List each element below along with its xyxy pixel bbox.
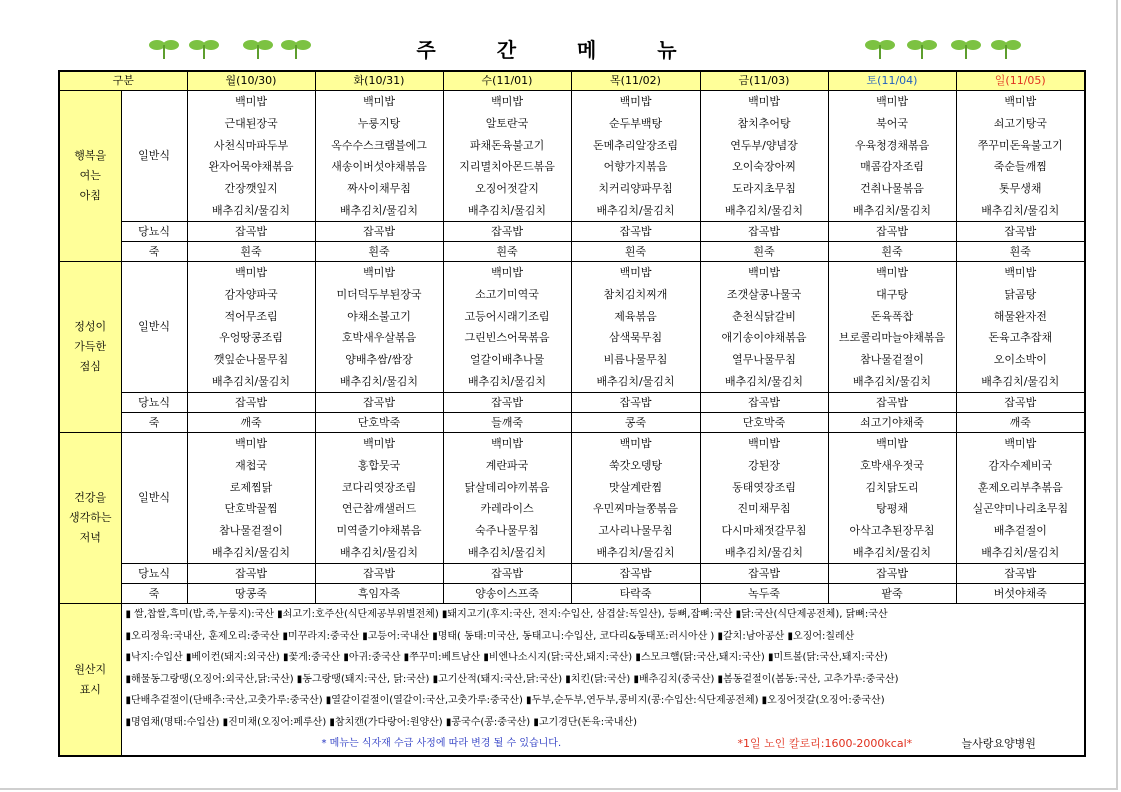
dish-item: 배추김치/물김치: [852, 374, 932, 388]
day-menu-cell: [443, 433, 571, 564]
day-menu-cell: [187, 433, 315, 564]
porridge-dish: 단호박죽: [315, 413, 443, 433]
dish-item: 백미밥: [491, 437, 523, 451]
meal-diabetic-row: [59, 564, 1085, 584]
dish-item: 로제찜닭: [229, 480, 273, 494]
dish-item: 알토란국: [485, 116, 529, 130]
meal-porridge-row: [59, 242, 1085, 262]
porridge-dish: 흑임자죽: [315, 584, 443, 604]
footer-line: [126, 733, 1081, 755]
dish-item: 애기송이야채볶음: [721, 331, 807, 345]
weekly-menu-table: [58, 70, 1086, 757]
dish-item: 북어국: [876, 116, 908, 130]
porridge-dish: 흰죽: [956, 242, 1085, 262]
diabetic-dish: 잡곡밥: [956, 222, 1085, 242]
day-menu-cell: [187, 262, 315, 393]
diabetic-dish: 잡곡밥: [443, 222, 571, 242]
dish-item: 참치추어탕: [737, 116, 791, 130]
dish-item: 진미채무침: [737, 502, 791, 516]
dish-item: 고등어시래기조림: [464, 309, 550, 323]
diabetic-dish: 잡곡밥: [315, 393, 443, 413]
origin-line: ▮낙지:수입산 ▮베이컨(돼지:외국산) ▮꽃게:중국산 ▮아귀:중국산 ▮쭈꾸미:베트남산 ▮비엔나소시지(닭:국산,돼지:국산) ▮스모크햄(닭:국산,돼지:국산) ▮미트볼(닭:국산,돼지:국산): [125, 652, 888, 663]
dish-item: 백미밥: [876, 95, 908, 109]
dish-item: 백미밥: [363, 95, 395, 109]
porridge-dish: 흰죽: [571, 242, 700, 262]
origin-row: [59, 604, 1085, 757]
diabetic-dish: 잡곡밥: [828, 564, 956, 584]
dish-item: 간장깻잎지: [224, 181, 278, 195]
day-menu-cell: [700, 91, 828, 222]
dish-item: 배추겉절이: [993, 523, 1047, 537]
porridge-dish: 흰죽: [443, 242, 571, 262]
dish-item: 배추김치/물김치: [852, 203, 932, 217]
dish-item: 배추김치/물김치: [596, 374, 675, 388]
day-menu-cell: [700, 433, 828, 564]
meal-type-diabetic: 당뇨식: [121, 393, 187, 413]
dish-item: 대구탕: [876, 287, 908, 301]
porridge-dish: 흰죽: [315, 242, 443, 262]
dish-list: [572, 433, 700, 563]
dish-list: [701, 433, 828, 563]
meal-name-line: 아침: [79, 189, 101, 202]
porridge-dish: 깨죽: [187, 413, 315, 433]
day-header: 월(10/30): [187, 71, 315, 91]
dish-item: 계란파국: [485, 458, 529, 472]
dish-item: 건취나물볶음: [860, 181, 924, 195]
dish-item: 배추김치/물김치: [467, 545, 547, 559]
dish-item: 호박새우젓국: [860, 458, 924, 472]
day-menu-cell: [315, 262, 443, 393]
dish-item: 춘천식닭갈비: [732, 309, 796, 323]
dish-item: 돈메추리알장조림: [593, 138, 679, 152]
porridge-dish: 녹두죽: [700, 584, 828, 604]
dish-item: 쭈꾸미돈육불고기: [977, 138, 1063, 152]
dish-item: 배추김치/물김치: [981, 374, 1060, 388]
diabetic-dish: 잡곡밥: [571, 222, 700, 242]
day-menu-cell: [700, 262, 828, 393]
dish-list: [572, 262, 700, 392]
meal-name-line: 정성이: [74, 320, 107, 333]
dish-item: 배추김치/물김치: [211, 545, 291, 559]
dish-item: 코다리엿장조림: [341, 480, 417, 494]
meal-type-general: 일반식: [121, 91, 187, 222]
meal-porridge-row: [59, 584, 1085, 604]
dish-item: 백미밥: [748, 95, 780, 109]
dish-item: 백미밥: [1004, 266, 1037, 280]
dish-item: 닭곰탕: [1004, 287, 1037, 301]
diabetic-dish: 잡곡밥: [828, 393, 956, 413]
dish-item: 배추김치/물김치: [724, 203, 804, 217]
dish-list: [957, 91, 1085, 221]
day-menu-cell: [828, 262, 956, 393]
dish-item: 호박새우살볶음: [341, 331, 417, 345]
diabetic-dish: 잡곡밥: [315, 222, 443, 242]
category-header: 구분: [59, 71, 187, 91]
meal-main-row: [59, 433, 1085, 564]
dish-item: 비름나물무침: [603, 352, 668, 366]
dish-item: 백미밥: [235, 437, 267, 451]
meal-name-line: 저녁: [79, 531, 101, 544]
dish-item: 매콤감자조림: [860, 160, 924, 174]
dish-item: 적어무조림: [224, 309, 278, 323]
diabetic-dish: 잡곡밥: [956, 564, 1085, 584]
meal-type-porridge: 죽: [121, 584, 187, 604]
origin-info-cell: [121, 604, 1085, 757]
dish-item: 우민찌마늘쫑볶음: [593, 502, 679, 516]
dish-item: 근대된장국: [224, 116, 278, 130]
meal-name-line: 행복을: [74, 149, 107, 162]
dish-list: [188, 91, 315, 221]
dish-item: 감자수제비국: [988, 458, 1053, 472]
dish-item: 백미밥: [491, 95, 523, 109]
porridge-dish: 쇠고기야채죽: [828, 413, 956, 433]
dish-item: 배추김치/물김치: [467, 203, 547, 217]
dish-item: 조갯살콩나물국: [726, 287, 802, 301]
dish-item: 백미밥: [748, 437, 780, 451]
dish-list: [957, 433, 1085, 563]
porridge-dish: 깨죽: [956, 413, 1085, 433]
calorie-note: *1일 노인 칼로리:1600-2000kcal*: [737, 737, 913, 750]
day-menu-cell: [443, 91, 571, 222]
dish-list: [188, 433, 315, 563]
meal-name-cell: [59, 433, 121, 604]
dish-item: 배추김치/물김치: [339, 203, 419, 217]
dish-item: 미더덕두부된장국: [336, 287, 422, 301]
dish-list: [572, 91, 700, 221]
dish-item: 단호박꿀찜: [224, 502, 278, 516]
diabetic-dish: 잡곡밥: [828, 222, 956, 242]
dish-list: [444, 262, 571, 392]
day-header: 수(11/01): [443, 71, 571, 91]
dish-item: 백미밥: [491, 266, 523, 280]
dish-item: 해물완자전: [993, 309, 1047, 323]
diabetic-dish: 잡곡밥: [443, 393, 571, 413]
dish-list: [316, 262, 443, 392]
dish-item: 백미밥: [1004, 95, 1037, 109]
dish-item: 백미밥: [363, 437, 395, 451]
dish-item: 제육볶음: [614, 309, 657, 323]
diabetic-dish: 잡곡밥: [187, 222, 315, 242]
day-menu-cell: [571, 433, 700, 564]
meal-name-line: 점심: [79, 360, 101, 373]
hospital-name: 늘사랑요양병원: [961, 737, 1036, 750]
dish-item: 야채소불고기: [347, 309, 411, 323]
dish-item: 동태엿장조림: [732, 480, 796, 494]
diabetic-dish: 잡곡밥: [571, 393, 700, 413]
dish-item: 완자어묵야채볶음: [208, 160, 294, 174]
day-header: 화(10/31): [315, 71, 443, 91]
porridge-dish: 들깨죽: [443, 413, 571, 433]
dish-item: 백미밥: [363, 266, 395, 280]
origin-line: ▮해물동그랑땡(오징어:외국산,닭:국산) ▮동그랑땡(돼지:국산, 닭:국산) ▮고기산적(돼지:국산,닭:국산) ▮치킨(닭:국산) ▮배추김치(중국산) ▮봄동겉절이(봄동:국산, 고추가루:중국산): [125, 673, 899, 685]
dish-list: [829, 433, 956, 563]
sprout-decoration-right: [862, 38, 1032, 62]
dish-item: 어향가지볶음: [603, 160, 668, 174]
dish-item: 고사리나물무침: [598, 523, 673, 537]
diabetic-dish: 잡곡밥: [700, 564, 828, 584]
dish-item: 백미밥: [235, 266, 267, 280]
porridge-dish: 콩죽: [571, 413, 700, 433]
diabetic-dish: 잡곡밥: [443, 564, 571, 584]
meal-porridge-row: [59, 413, 1085, 433]
dish-item: 순두부백탕: [608, 116, 663, 130]
day-header: 목(11/02): [571, 71, 700, 91]
day-menu-cell: [956, 91, 1085, 222]
dish-item: 배추김치/물김치: [211, 374, 291, 388]
day-menu-cell: [956, 433, 1085, 564]
dish-item: 파채돈육불고기: [469, 138, 545, 152]
meal-type-diabetic: 당뇨식: [121, 222, 187, 242]
day-header-sunday: 일(11/05): [956, 71, 1085, 91]
dish-item: 치커리양파무침: [598, 181, 673, 195]
dish-item: 카레라이스: [480, 502, 534, 516]
origin-label-cell: [59, 604, 121, 757]
dish-list: [701, 262, 828, 392]
dish-item: 짜사이채무침: [347, 181, 411, 195]
dish-list: [316, 91, 443, 221]
meal-type-general: 일반식: [121, 433, 187, 564]
meal-name-line: 여는: [79, 169, 101, 182]
dish-item: 백미밥: [876, 437, 908, 451]
meal-main-row: [59, 91, 1085, 222]
dish-item: 삼색묵무침: [608, 331, 663, 345]
porridge-dish: 흰죽: [187, 242, 315, 262]
dish-item: 훈제오리부추볶음: [977, 480, 1063, 494]
porridge-dish: 흰죽: [700, 242, 828, 262]
origin-line: ▮오리정육:국내산, 훈제오리:중국산 ▮미꾸라지:중국산 ▮고등어:국내산 ▮명태( 동태:미국산, 동태고니:수입산, 코다리&동태포:러시아산 ) ▮갈치:남아공산 ▮오징어:칠레산: [125, 630, 855, 642]
origin-line: ▮단배추겉절이(단배추:국산,고춧가루:중국산) ▮열갈이겉절이(열갈이:국산,고춧가루:중국산) ▮두부,순두부,연두부,콩비지(콩:수입산:식단제공전체) ▮오징어젓갈(오징어:중국산): [125, 695, 885, 706]
dish-item: 닭살데리야끼볶음: [464, 480, 550, 494]
dish-item: 아삭고추된장무침: [849, 523, 935, 537]
dish-item: 오이소박이: [993, 352, 1047, 366]
dish-item: 소고기미역국: [475, 287, 539, 301]
origin-label-line: 표시: [79, 682, 101, 696]
dish-item: 미역줄기야채볶음: [336, 523, 422, 537]
dish-item: 돈육폭찹: [870, 309, 914, 323]
day-menu-cell: [956, 262, 1085, 393]
dish-item: 양배추쌈/쌈장: [345, 352, 413, 366]
meal-type-diabetic: 당뇨식: [121, 564, 187, 584]
dish-item: 참치김치찌개: [603, 287, 668, 301]
dish-item: 누룽지탕: [357, 116, 401, 130]
porridge-dish: 땅콩죽: [187, 584, 315, 604]
day-menu-cell: [571, 91, 700, 222]
dish-item: 재첩국: [235, 458, 267, 472]
dish-item: 도라지초무침: [732, 181, 796, 195]
dish-item: 백미밥: [876, 266, 908, 280]
header-row: [59, 71, 1085, 91]
meal-type-general: 일반식: [121, 262, 187, 393]
day-menu-cell: [828, 433, 956, 564]
dish-item: 톳무생채: [999, 181, 1042, 195]
origin-line: ▮명엽채(명태:수입산) ▮진미채(오징어:페루산) ▮참치캔(가다랑어:원양산) ▮콩국수(콩:중국산) ▮고기경단(돈육:국내산): [125, 716, 637, 728]
diabetic-dish: 잡곡밥: [700, 222, 828, 242]
dish-item: 돈육고추잡채: [988, 331, 1053, 345]
dish-item: 배추김치/물김치: [981, 545, 1060, 559]
dish-item: 오징어젓갈지: [475, 181, 539, 195]
day-menu-cell: [315, 91, 443, 222]
dish-item: 쇠고기탕국: [993, 116, 1047, 130]
dish-item: 새송이버섯야채볶음: [331, 160, 427, 174]
day-menu-cell: [828, 91, 956, 222]
dish-item: 김치닭도리: [865, 480, 919, 494]
dish-item: 우엉땅콩조림: [219, 331, 283, 345]
dish-item: 오이숙장아찌: [732, 160, 796, 174]
porridge-dish: 양송이스프죽: [443, 584, 571, 604]
dish-item: 배추김치/물김치: [596, 203, 675, 217]
dish-list: [444, 433, 571, 563]
dish-item: 그린빈스어묵볶음: [464, 331, 550, 345]
dish-item: 깻잎순나물무침: [213, 352, 289, 366]
dish-item: 다시마채젓갈무침: [721, 523, 807, 537]
dish-item: 백미밥: [619, 437, 652, 451]
dish-item: 백미밥: [235, 95, 267, 109]
origin-line: ▮ 쌀,찹쌀,흑미(밥,죽,누룽지):국산 ▮쇠고기:호주산(식단제공부위별전체) ▮돼지고기(후지:국산, 전지:수입산, 삼겹살:독일산), 등뼈,잡뼈:국산 ▮닭:국산(식단제공전체), 닭뼈:국산: [125, 609, 888, 620]
dish-list: [701, 91, 828, 221]
meal-type-porridge: 죽: [121, 413, 187, 433]
dish-list: [829, 91, 956, 221]
dish-item: 참나물겉절이: [219, 523, 283, 537]
dish-item: 백미밥: [619, 95, 652, 109]
meal-name-line: 생각하는: [68, 511, 112, 524]
porridge-dish: 흰죽: [828, 242, 956, 262]
dish-item: 죽순들깨찜: [993, 160, 1047, 174]
dish-item: 옥수수스크램블에그: [331, 138, 427, 152]
dish-item: 강된장: [748, 458, 780, 472]
origin-label-line: 원산지: [74, 662, 107, 676]
dish-item: 지리멸치아몬드볶음: [459, 160, 555, 174]
dish-item: 배추김치/물김치: [852, 545, 932, 559]
porridge-dish: 팥죽: [828, 584, 956, 604]
dish-list: [316, 433, 443, 563]
meal-name-line: 가득한: [74, 340, 107, 353]
porridge-dish: 타락죽: [571, 584, 700, 604]
dish-list: [188, 262, 315, 392]
meal-diabetic-row: [59, 393, 1085, 413]
diabetic-dish: 잡곡밥: [187, 564, 315, 584]
meal-type-porridge: 죽: [121, 242, 187, 262]
dish-item: 배추김치/물김치: [211, 203, 291, 217]
dish-item: 배추김치/물김치: [596, 545, 675, 559]
meal-name-cell: [59, 91, 121, 262]
dish-list: [957, 262, 1085, 392]
dish-list: [829, 262, 956, 392]
dish-item: 배추김치/물김치: [724, 545, 804, 559]
meal-name-cell: [59, 262, 121, 433]
dish-item: 연근참깨샐러드: [341, 502, 417, 516]
day-menu-cell: [571, 262, 700, 393]
dish-item: 숙주나물무침: [475, 523, 539, 537]
diabetic-dish: 잡곡밥: [956, 393, 1085, 413]
dish-item: 연두부/양념장: [730, 138, 798, 152]
dish-item: 배추김치/물김치: [339, 374, 419, 388]
day-menu-cell: [443, 262, 571, 393]
dish-item: 백미밥: [1004, 437, 1037, 451]
dish-item: 백미밥: [748, 266, 780, 280]
dish-item: 감자양파국: [224, 287, 278, 301]
dish-item: 배추김치/물김치: [467, 374, 547, 388]
dish-item: 쑥갓오뎅탕: [608, 458, 663, 472]
dish-item: 백미밥: [619, 266, 652, 280]
diabetic-dish: 잡곡밥: [571, 564, 700, 584]
diabetic-dish: 잡곡밥: [187, 393, 315, 413]
meal-name-line: 건강을: [74, 491, 107, 504]
day-menu-cell: [315, 433, 443, 564]
dish-item: 맛살계란찜: [608, 480, 663, 494]
dish-item: 우육청경채볶음: [854, 138, 930, 152]
porridge-dish: 단호박죽: [700, 413, 828, 433]
dish-item: 참나물겉절이: [860, 352, 924, 366]
dish-list: [444, 91, 571, 221]
day-header-saturday: 토(11/04): [828, 71, 956, 91]
dish-item: 브로콜리마늘야채볶음: [838, 331, 946, 345]
porridge-dish: 버섯야채죽: [956, 584, 1085, 604]
day-menu-cell: [187, 91, 315, 222]
day-header: 금(11/03): [700, 71, 828, 91]
dish-item: 탕평채: [876, 502, 908, 516]
dish-item: 배추김치/물김치: [724, 374, 804, 388]
dish-item: 사천식마파두부: [213, 138, 289, 152]
diabetic-dish: 잡곡밥: [700, 393, 828, 413]
page-title: 주 간 메 뉴: [416, 38, 704, 62]
dish-item: 실곤약미나리초무침: [972, 502, 1069, 516]
dish-item: 얼갈이배추나물: [469, 352, 545, 366]
meal-diabetic-row: [59, 222, 1085, 242]
change-notice: * 메뉴는 식자재 수급 사정에 따라 변경 될 수 있습니다.: [321, 738, 562, 749]
dish-item: 배추김치/물김치: [339, 545, 419, 559]
sprout-decoration-left: [146, 38, 316, 62]
dish-item: 홍합뭇국: [357, 458, 401, 472]
dish-item: 열무나물무침: [732, 352, 796, 366]
diabetic-dish: 잡곡밥: [315, 564, 443, 584]
meal-main-row: [59, 262, 1085, 393]
dish-item: 배추김치/물김치: [981, 203, 1060, 217]
